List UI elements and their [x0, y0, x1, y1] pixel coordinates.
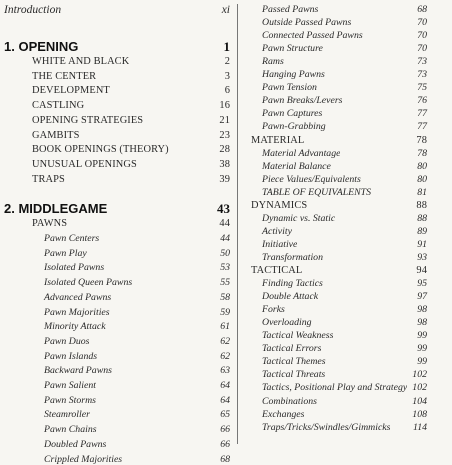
toc-entry-page: 65: [220, 409, 230, 421]
toc-entry-title: Pawn Centers: [44, 233, 100, 244]
toc-section: [4, 174, 230, 185]
toc-section: [4, 144, 230, 155]
toc-entry-title: TACTICAL: [251, 265, 303, 276]
toc-entry-title: Pawn Chains: [44, 424, 97, 436]
page-header: [4, 4, 230, 16]
toc-entry: [4, 365, 230, 376]
toc-entry-title: Combinations: [262, 395, 317, 407]
toc-entry: [251, 213, 427, 224]
toc-entry-title: Forks: [262, 304, 285, 316]
toc-entry-title: Minority Attack: [44, 321, 106, 333]
toc-entry-page: 1: [223, 39, 230, 54]
header-title: Introduction: [4, 4, 62, 16]
toc-entry-title: WHITE AND BLACK: [32, 56, 130, 67]
toc-entry-title: Dynamic vs. Static: [262, 212, 336, 224]
toc-entry-page: 98: [417, 317, 427, 329]
toc-entry-title: THE CENTER: [32, 70, 97, 82]
toc-entry-title: Outside Passed Pawns: [262, 17, 352, 29]
toc-entry-title: Advanced Pawns: [44, 291, 112, 303]
toc-entry: [251, 343, 427, 354]
toc-entry: [251, 174, 427, 185]
toc-entry-page: 104: [412, 395, 427, 407]
toc-entry-page: 58: [220, 291, 230, 303]
toc-entry: [4, 395, 230, 406]
toc-entry-title: GAMBITS: [32, 129, 80, 141]
toc-entry: [251, 82, 427, 93]
toc-entry: [251, 369, 427, 380]
toc-entry-page: 99: [417, 356, 427, 368]
toc-entry-title: Crippled Majorities: [44, 453, 123, 465]
toc-entry: [251, 422, 427, 433]
toc-entry-title: Isolated Queen Pawns: [44, 277, 133, 289]
toc-entry-title: Transformation: [262, 251, 323, 263]
toc-entry: [4, 233, 230, 244]
toc-entry-page: 77: [417, 121, 427, 133]
toc-entry: [4, 380, 230, 391]
toc-entry-page: 94: [416, 265, 427, 276]
toc-entry-title: Material Balance: [262, 160, 331, 172]
toc-entry-page: 97: [417, 291, 427, 303]
toc-entry: [251, 304, 427, 315]
toc-entry-title: Pawn Play: [44, 247, 87, 259]
toc-entry-title: Pawn Duos: [44, 335, 90, 347]
toc-entry: [4, 321, 230, 332]
toc-entry-title: Pawn Islands: [44, 350, 98, 362]
toc-entry-title: Exchanges: [262, 408, 305, 420]
toc-entry: [251, 317, 427, 328]
toc-entry: [251, 4, 427, 15]
toc-entry: [4, 292, 230, 303]
toc-entry-title: Tactical Errors: [262, 343, 322, 355]
toc-entry-page: 81: [417, 186, 427, 198]
toc-entry-page: 70: [417, 43, 427, 55]
toc-entry: [251, 121, 427, 132]
toc-entry-page: 73: [417, 69, 427, 81]
toc-entry-title: Passed Pawns: [262, 4, 319, 15]
toc-entry-page: 53: [220, 262, 230, 274]
toc-section: [4, 100, 230, 111]
toc-entry-title: DEVELOPMENT: [32, 85, 110, 97]
toc-entry-page: 2: [224, 56, 230, 67]
toc-entry-page: 99: [417, 330, 427, 342]
toc-entry-page: 3: [224, 70, 230, 82]
toc-entry: [4, 409, 230, 420]
toc-entry-title: Pawn Storms: [44, 394, 96, 406]
toc-section: [251, 135, 427, 146]
toc-entry: [251, 396, 427, 407]
toc-entry-title: Tactics, Positional Play and Strategy: [262, 382, 408, 394]
toc-entry-title: Tactical Themes: [262, 356, 326, 368]
toc-section: [251, 200, 427, 211]
toc-entry-page: 6: [224, 85, 230, 97]
toc-entry-title: PAWNS: [32, 218, 68, 230]
toc-entry: [251, 108, 427, 119]
toc-entry-page: 75: [417, 82, 427, 94]
toc-entry-title: MATERIAL: [251, 134, 305, 146]
toc-entry-title: Pawn-Grabbing: [262, 121, 326, 133]
toc-entry-page: 62: [220, 350, 230, 362]
toc-entry-title: Material Advantage: [262, 147, 341, 159]
toc-entry-page: 68: [220, 453, 230, 465]
toc-entry: [4, 424, 230, 435]
toc-entry: [251, 148, 427, 159]
toc-section: [4, 115, 230, 126]
toc-entry: [251, 187, 427, 198]
toc-entry-page: 55: [220, 277, 230, 289]
toc-entry-page: 16: [219, 100, 230, 112]
toc-entry-page: 28: [219, 144, 230, 156]
toc-entry-page: 77: [417, 108, 427, 120]
toc-entry-page: 23: [219, 129, 230, 141]
toc-entry-page: 68: [417, 4, 427, 15]
toc-entry-page: 59: [220, 306, 230, 318]
toc-entry: [251, 356, 427, 367]
toc-entry-page: 78: [417, 147, 427, 159]
toc-entry-title: Finding Tactics: [262, 278, 323, 290]
toc-entry-title: Pawn Salient: [44, 380, 96, 391]
toc-chapter: [4, 39, 230, 55]
toc-entry-page: 73: [417, 56, 427, 68]
toc-entry-page: 63: [220, 365, 230, 377]
toc-entry-page: 44: [220, 233, 230, 244]
toc-entry-title: Steamroller: [44, 409, 90, 421]
toc-entry: [4, 262, 230, 273]
toc-entry-page: 89: [417, 225, 427, 237]
toc-entry-page: 64: [220, 380, 230, 391]
toc-entry-page: 93: [417, 251, 427, 263]
toc-entry-title: Pawn Tension: [262, 82, 317, 94]
toc-entry-page: 50: [220, 247, 230, 259]
toc-entry-page: 44: [219, 218, 230, 230]
toc-entry: [251, 226, 427, 237]
header-page-number: xi: [221, 4, 230, 16]
toc-entry-page: 99: [417, 343, 427, 355]
toc-entry-page: 114: [413, 421, 427, 433]
toc-entry-title: Backward Pawns: [44, 365, 112, 377]
toc-entry-title: DYNAMICS: [251, 199, 308, 211]
toc-entry: [251, 43, 427, 54]
toc-entry-title: BOOK OPENINGS (THEORY): [32, 144, 169, 156]
toc-entry-title: Double Attack: [262, 291, 319, 303]
toc-entry-title: Traps/Tricks/Swindles/Gimmicks: [262, 421, 391, 433]
toc-entry: [4, 454, 230, 465]
toc-entry-title: Piece Values/Equivalents: [262, 173, 361, 185]
toc-entry: [251, 382, 427, 393]
toc-entry-title: UNUSUAL OPENINGS: [32, 158, 137, 170]
toc-entry-page: 62: [220, 335, 230, 347]
toc-entry-page: 80: [417, 160, 427, 172]
toc-entry: [4, 336, 230, 347]
toc-entry-page: 70: [417, 17, 427, 29]
toc-entry: [251, 30, 427, 41]
toc-entry: [251, 239, 427, 250]
toc-entry: [4, 277, 230, 288]
toc-entry-page: 91: [417, 238, 427, 250]
toc-entry-title: OPENING STRATEGIES: [32, 114, 144, 126]
toc-section: [251, 265, 427, 276]
toc-entry-title: Pawn Structure: [262, 43, 323, 55]
toc-entry: [251, 252, 427, 263]
toc-entry-page: 64: [220, 394, 230, 406]
column-divider: [237, 4, 238, 444]
toc-entry: [251, 409, 427, 420]
toc-entry-page: 80: [417, 173, 427, 185]
toc-entry-title: Hanging Pawns: [262, 69, 325, 81]
toc-entry-page: 102: [412, 369, 427, 381]
toc-entry-page: 43: [217, 201, 230, 217]
toc-entry: [4, 439, 230, 450]
toc-entry-title: CASTLING: [32, 100, 85, 112]
toc-entry: [251, 17, 427, 28]
toc-entry-title: Isolated Pawns: [44, 262, 105, 274]
toc-entry: [251, 330, 427, 341]
toc-entry-title: Tactical Threats: [262, 369, 326, 381]
toc-entry-page: 21: [219, 114, 230, 126]
toc-section: [4, 218, 230, 229]
toc-entry-title: TRAPS: [32, 173, 65, 185]
toc-section: [4, 71, 230, 82]
toc-entry-title: Activity: [262, 225, 292, 237]
toc-entry-page: 98: [417, 304, 427, 316]
toc-entry: [251, 56, 427, 67]
toc-entry: [251, 278, 427, 289]
toc-section: [4, 159, 230, 170]
toc-entry-page: 66: [220, 438, 230, 450]
toc-entry: [4, 248, 230, 259]
toc-entry-title: Rams: [262, 56, 284, 68]
toc-entry-page: 108: [412, 408, 427, 420]
toc-entry-title: 2. MIDDLEGAME: [4, 201, 108, 217]
toc-section: [4, 56, 230, 67]
toc-entry-page: 88: [417, 212, 427, 224]
toc-entry-title: Doubled Pawns: [44, 438, 107, 450]
toc-entry-title: Initiative: [262, 238, 298, 250]
toc-entry: [4, 307, 230, 318]
toc-entry-page: 38: [219, 158, 230, 170]
toc-chapter: [4, 201, 230, 217]
toc-entry-page: 78: [416, 134, 427, 146]
toc-entry-page: 76: [417, 95, 427, 107]
toc-entry-page: 95: [417, 278, 427, 290]
toc-entry: [251, 161, 427, 172]
toc-entry-page: 61: [220, 321, 230, 333]
toc-entry: [251, 95, 427, 106]
toc-entry-title: Connected Passed Pawns: [262, 30, 363, 42]
toc-entry-page: 70: [417, 30, 427, 42]
toc-entry: [4, 351, 230, 362]
toc-entry-title: TABLE OF EQUIVALENTS: [262, 186, 372, 198]
toc-entry-title: Pawn Breaks/Levers: [262, 95, 343, 107]
toc-entry-title: Pawn Majorities: [44, 306, 110, 318]
toc-entry-page: 88: [416, 199, 427, 211]
toc-entry: [251, 69, 427, 80]
toc-entry-page: 66: [220, 424, 230, 436]
toc-entry-title: Overloading: [262, 317, 312, 329]
toc-entry: [251, 291, 427, 302]
toc-entry-page: 102: [412, 382, 427, 394]
toc-entry-title: Pawn Captures: [262, 108, 323, 120]
toc-entry-title: 1. OPENING: [4, 39, 79, 54]
toc-entry-page: 39: [219, 173, 230, 185]
toc-section: [4, 130, 230, 141]
toc-entry-title: Tactical Weakness: [262, 330, 334, 342]
toc-section: [4, 85, 230, 96]
